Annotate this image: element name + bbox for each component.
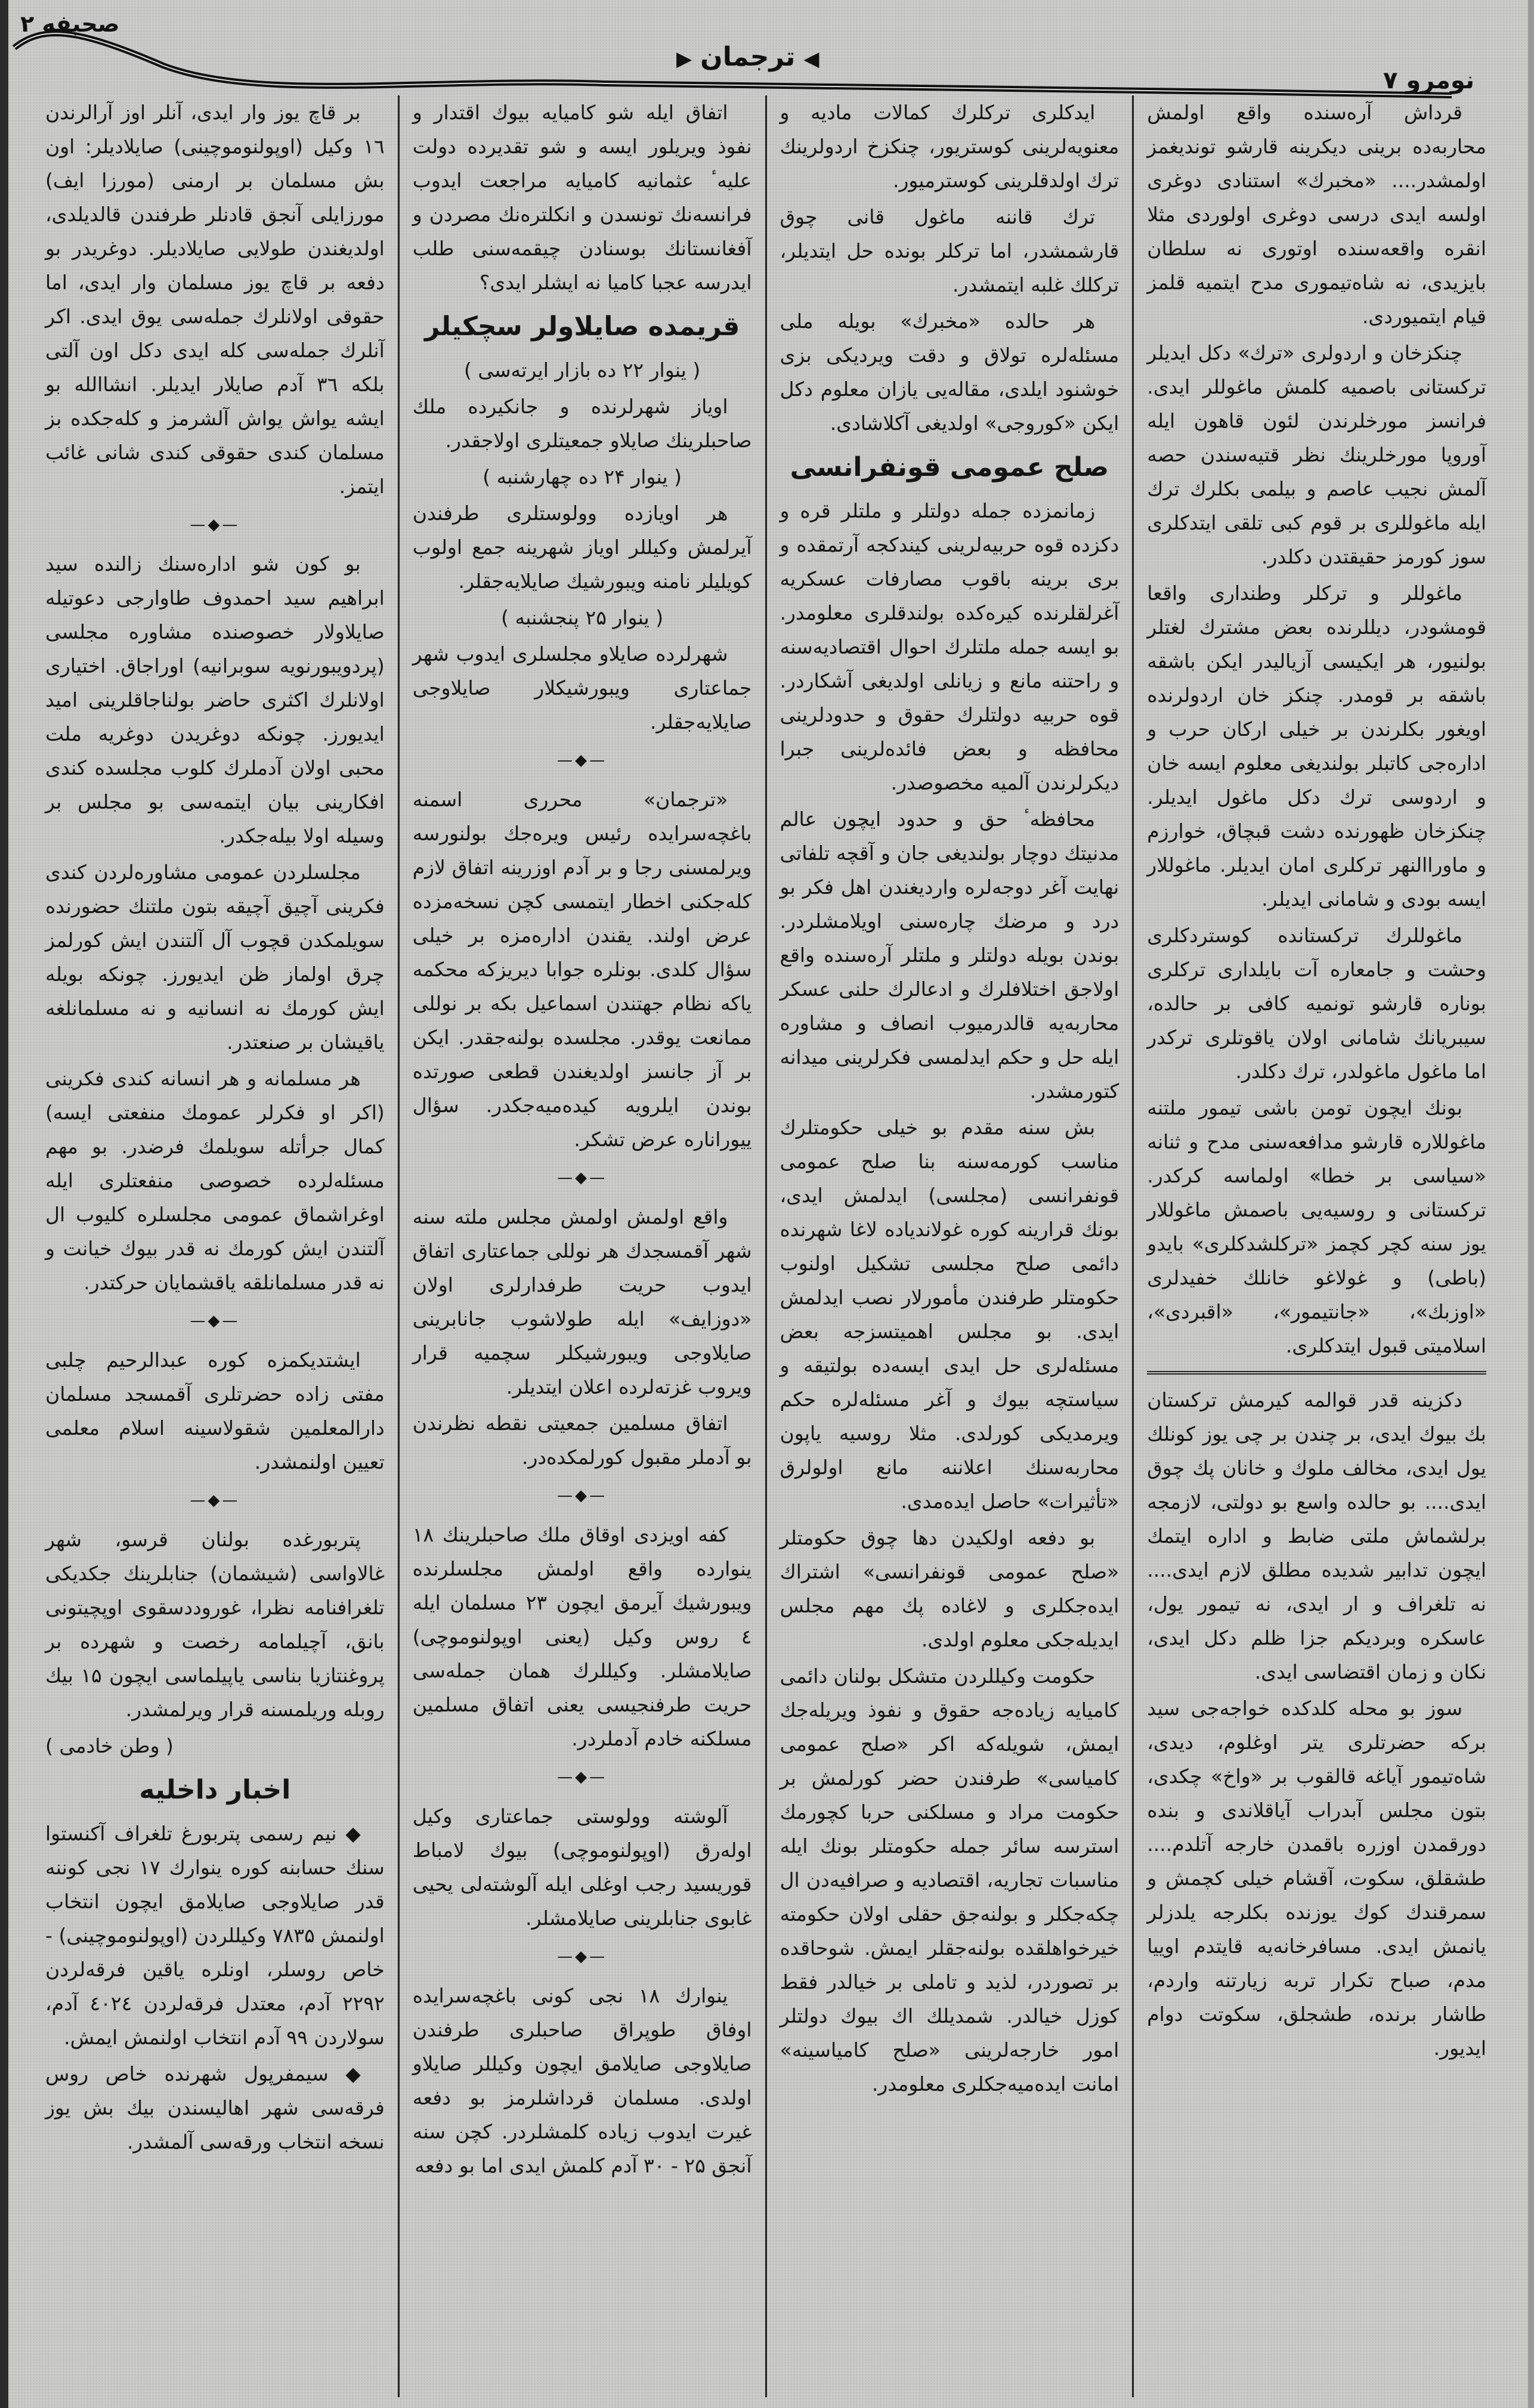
source-signature: ( وطن خادمی ) [45,1734,174,1757]
masthead [8,0,1528,95]
ornament-divider: —◆— [557,1169,608,1187]
columns [32,95,1499,2397]
paragraph: هر مسلمانە و هر انسانە کندی فکرینی (اکر او فکرلر عمومك منفعتی ایسە) کمال جرأتلە سویلمك فرضدر. بو مهم مسئلەلردە خصوصی منفعتلری ایلە اوغراشماق عمومی مجلسلرە کلیوب ال آلتندن ایش کورمك نە قدر بیوك خیانت و نە قدر مسلمانلقە یاقشمایان حرکتدر. [45,1067,385,1294]
paragraph: حکومت وکیللردن متشکل بولنان دائمی کامیایە زیادەجە حقوق و نفوذ ویریلەجك ایمش، شویلەکە اکر «صلح عمومی کامیاسی» طرفندن حضر کورلمش بر حکومت مراد و مسلکنی حربا کچورمك استرسە سائر جملە حکومتلر بونك ایلە مناسبات تجاریە، اقتصادیە و صرافیەدن ال چکەجکلر و بولنەجق حقلی اولان حکومتە خیرخواهلقدە بولنەجقلر ایمش. شوحاقدە بر تصوردر، لذید و تاملی بر خیالدر فقط کوزل خیالدر. شمدیلك اك بیوك دولتلر امور خارجەلرینی «صلح کامیاسینە» امانت ایدەمیەجکلری معلومدر. [780,1664,1119,2096]
paragraph: محافظەٴ حق و حدود ایچون عالم مدنیتك دوچار بولندیغی جان و آقچە تلفاتی نهایت آغر دوجەلرە واردیغندن اهل فکر بو درد و مرضك چارەسنی اویلامشلردر. بوندن بویلە دولتلر و ملتلر آرەسندە واقع اولاجق اختلافلرك و ادعالرك حلنی عسکر محاربەیە قالدرمیوب انصاف و مشاورە ایلە حل و حکم ایدلمسی فکرلرینی میدانە کتورمشدر. [780,807,1119,1103]
column-3 [398,95,765,2397]
paragraph: قرداش آرەسندە واقع اولمش محاربەدە برینی دیکرینە قارشو توندیغمز اولمشدر.... «مخبرك» استنادی دوغری اولسە ایدی درسی دوغری اولوردی مثلا انقره واقعەسندە اوتوری نە سلطان بایزیدی، نە شاەتیموری مدح ایتمیە قلمز قیام ایتمیوردی. [1147,101,1486,328]
paragraph: اویاز شهرلرندە و جانکیردە ملك صاحبلرینك صایلاو جمعیتلری اولاجقدر. [412,395,752,452]
paragraph: هر حالدە «مخبرك» بویلە ملی مسئلەلرە تولاق و دقت ویردیکی بزی خوشنود ایلدی، مقالەیی یازان معلوم دکل ایکن «کوروجی» اولدیغی آکلاشادی. [780,309,1119,435]
paragraph: سوز بو محلە کلدکدە خواجەجی سید برکە حضرتلری یتر اوغلوم، دیدی، شاەتیمور آیاغە قالقوب بر «واخ» چکدی، بتون مجلس آبدراب آیاقلاندی و بندە دورقمدن اوزرە باقمدن خارجە آتلدم.... طشقلق، سکوت، آقشام خیلی کچمش و سمرقندك کوك یوزندە بکلرجە یلدزلر یانمش ایدی. مسافرخانەیە قایتدم اوییا مدم، صباح تکرار تربە زیارتنە واردم، طاشار برندە، طشجلق، سکوتت دوام ایدیور. [1147,1697,1486,2060]
section-rule [1147,1371,1486,1375]
paragraph: بر قاچ یوز وار ایدی، آنلر اوز آرالرندن ۱٦ وکیل (اوپولنوموچینی) صایلادیلر: اون بش مسلمان بر ارمنی (مورزا ایف) مورزایلی آنجق قادنلر طرفندن قالدیلدی، اولدیغندن طولایی صایلادیلر. دوغریدر بو دفعە بر قاچ یوز مسلمان وار ایدی، اما حقوقی اولانلرك جملەسی یوق ایدی. اکر آنلرك جملەسی کلە ایدی دکل اون آلتی بلکە ۳٦ آدم صایلار ایدیلر. انشاالله بو ایشە یواش یواش آلشرمز و کلەجکدە بز مسلمان کندی حقوقی کندی شانی غائب ایتمز. [45,101,385,498]
ornament-divider: —◆— [557,1768,608,1786]
paragraph: بو کون شو ادارەسنك زالندە سید ابراهیم سید احمدوف طاوارجی دعوتیلە صایلاولار خصوصندە مشاورە مجلسی (پردویبورنویە سوبرانیە) اوراجاق. اختیاری اولانلرك اکثری حاضر بولناجاقلرینی امید ایدیورز. چونکە دوغریدن دوغریە ملت محبی اولان آدملرك کلوب مجلسدە کندی افکارینی بیان ایتمەسی بو مجلس بر وسیلە اولا بیلەجکدر. [45,552,385,847]
paragraph: چنکزخان و اردولری «ترك» دکل ایدیلر ترکستانی باصمیە کلمش ماغوللر ایدی. فرانسز مورخلرندن لئون قاهون ایلە آوروپا مورخلرینك نظر قتیەسندن حصە آلمش نجیب عاصم و بیلمی بکلرك ترك ایلە ماغوللری بر قوم کبی تلقی ایتدکلری سوز کورمز حقیقتدن دکلدر. [1147,341,1486,568]
ornament-divider: —◆— [190,1312,240,1330]
column-1 [1132,95,1499,2397]
ornament-divider: —◆— [557,1948,608,1966]
paragraph: ◆ نیم رسمی پتربورغ تلغراف آکنستوا سنك حسابنە کورە ینوارك ۱۷ نجی کوننە قدر صایلاوجی صایلامق ایچون انتخاب اولنمش ۷۸۳۵ وکیللردن (اوپولنوموچینی) - خاص روسلر، اونلرە یاقین فرقەلردن ۲۲۹۲ آدم، معتدل فرقەلردن ٤٠٢٤ آدم، سولاردن ۹۹ آدم انتخاب اولنمش ایمش. [45,1822,385,2049]
paragraph: پتربورغدە بولنان قرسو، شهر غالاواسی (شیشمان) جنابلرینك جکدیکی تلغرافنامە نظرا، غوروددسقوی اوپچیتونی بانق، آچیلمامە رخصت و شهردە بر پروغنتازیا بناسی یاپیلماسی ایچون ۱۵ بیك روبلە وریلمسنە قرار ویرلمشدر. [45,1528,385,1721]
date-line: ( ینوار ۲۲ دە بازار ایرتەسی ) [463,358,701,382]
section-heading: قریمدە صایلاولر سچکیلر [424,311,740,342]
paragraph: دکزینە قدر قوالمە کیرمش ترکستان بك بیوك ایدی، بر چندن بر چی یوز کونلك یول ایدی، مخالف ملوك و خانان پك چوق ایدی.... بو حالدە واسع بو دولتی، لازمجە برلشماش ملتی ضابط و ادارە ایتمك ایچون تدابیر شدیدە مطلق لازم ایدی.... نە تلغراف و ار ایدی، نە تیمور یول، عاسکرە وبردیکم جزا ظلم دکل ایدی، نکان و زمان اقتضاسی ایدی. [1147,1388,1486,1683]
issue-number: نومرو ۷ [1383,67,1474,94]
ornament-divider: —◆— [190,516,240,534]
column-2 [765,95,1133,2397]
paragraph: هر اویازدە وولوستلری طرفندن آیرلمش وکیللر اویاز شهرینە جمع اولوب کویلیلر نامنە ویبورشیك صایلایەجقلر. [412,502,752,593]
paragraph: اتفاق مسلمین جمعیتی نقطە نظرندن بو آدملر مقبول کورلمکدەدر. [412,1412,752,1469]
ornament-divider: —◆— [557,751,608,769]
section-heading: صلح عمومی قونفرانسی [790,452,1109,482]
date-line: ( ینوار ۲۴ دە چهارشنبە ) [483,465,682,488]
section-heading: اخبار داخلیه [139,1775,291,1805]
paragraph: بونك ایچون تومن باشی تیمور ملتنە ماغوللارە قارشو مدافعەسنی مدح و ثنانە «سیاسی بر خطا» اولماسە کرکدر. ترکستانی و روسیەیی باصمش ماغوللار یوز سنە کچر کچمز «ترکلشدکلری» بایدو (باطی) و غولاغو خانلك خفیدلری «اوزبك»، «جانتیمور»، «اقبردی»، اسلامیتی قبول ایتدکلری. [1147,1096,1486,1357]
paragraph: ◆ سیمفرپول شهرندە خاص روس فرقەسی شهر اهالیسندن بیك بش یوز نسخە انتخاب ورقەسی آلمشدر. [45,2062,385,2153]
paragraph: اتفاق ایلە شو کامیایە بیوك اقتدار و نفوذ ویریلور ایسە و شو تقدیردە دولت علیەٴ عثمانیە کامیایە مراجعت ایدوب فرانسەنك تونسدن و انکلترەنك مصردن و آفغانستانك بوسنادن چیقمەسنی طلب ایدرسە عجبا کامیا نە ایشلر ایدی؟ [412,101,752,294]
paragraph: ترك قاننە ماغول قانی چوق قارشمشدر، اما ترکلر بونده حل ایتدیلر، ترکلك غلبە ایتمشدر. [780,205,1119,296]
ornament-divider: —◆— [557,1487,608,1505]
paragraph: بو دفعە اولکیدن دها چوق حکومتلر «صلح عمومی قونفرانسی» اشتراك ایدەجکلری و لاغادە پك مهم مجلس ایدیلەجکی معلوم اولدی. [780,1526,1119,1651]
paragraph: زمانمزدە جملە دولتلر و ملتلر قرە و دکزدە قوە حربیەلرینی کیندکجە آرتمقدە و بری برینە باقوب مصارفات عسکریە آغرلقلرندە کیرەکدە بولندقلری معلومدر. بو ایسە جملە ملتلرك احوال اقتصادیەسنە و راحتنە مانع و زیانلی اولدیغی آشکاردر. قوە حربیە دولتلرك حقوق و حدودلرینی محافظە و بعض فائدەلرینی جبرا دیکرلرندن آلمیە مخصوصدر. [780,499,1119,794]
paragraph: ماغوللر و ترکلر وطنداری واقعا قومشودر، دیللرندە بعض مشترك لغتلر بولنیور، هر ایکیسی آزیالیدر ایکن باشقە باشقە بر قومدر. چنکز خان اردولرندە اویغور بکلرندن بر خیلی ارکان حرب و ادارەجی کاتبلر بولندیغی معلوم ایسە خان و اردوسی ترك دکل ماغول ایدیلر. چنکزخان ظهورندە دشت قبچاق، خوارزم و ماوراالنهر ترکلری امان ایدیلر. ماغوللار ایسە بودی و شامانی ایدیلر. [1147,581,1486,911]
paragraph: ماغوللرك ترکستاندە کوستردکلری وحشت و جامعاره آت بایلداری ترکلری بونارە قارشو تونمیە کافی بر حالدە، سیبریانك شامانی اولان یاقوتلری ترکدر اما ماغول ماغولدر، ترك دکلدر. [1147,924,1486,1083]
paragraph: «ترجمان» محرری اسمنە باغچەسرایدە رئیس ویرەجك بولنورسە ویرلمسنی رجا و بر آدم اوزرینە اتفاق لازم کلەجکنی اخطار ایتمسی کچن نسخەمزدە عرض اولند. یقندن ادارەمزە بر خیلی سؤال کلدی. بونلرە جوابا دیریزکە محکمە یاکە نظام جهتندن اسماعیل بکە بر نوللی ممانعت یوقدر. مجلسدە بولنەجقدر. ایکن بر آز جانسز اولدیغندن قطعی صورتدە بوندن ایلرویە کیدەمیەجکدر. سؤال ییوراناره عرض تشکر. [412,788,752,1151]
paragraph: مجلسلردن عمومی مشاورەلردن کندی فکرینی آچیق آچیقە بتون ملتنك حضورندە سویلمکدن قچوب آل آلتندن ایش کورلمز چرق اولماز ظن ایدیورز. چونکە بویلە ایش کورمك نە انسانیە و نە مسلمانلغە یاقیشان بر صنعتدر. [45,861,385,1054]
paragraph: بش سنە مقدم بو خیلی حکومتلرك مناسب کورمەسنە بنا صلح عمومی قونفرانسی (مجلسی) ایدلمش ایدی، بونك قرارینە کورە غولاندیادە لاغا شهرندە دائمی صلح مجلسی تشکیل اولنوب حکومتلر طرفندن مأمورلار نصب ایدلمش ایدی. بو مجلس اهمیتسزجە بعض مسئلەلری حل ایدی ایسەدە بولتیقە و سیاستچە بیوك و آغر مسئلەلرە حکم ویرمدیکی کورلدی. مثلا روسیە یاپون محاربەسنك اعلاننە مانع اولولرق «تأثیرات» حاصل ایدەمدی. [780,1116,1119,1513]
paragraph: شهرلردە صایلاو مجلسلری ایدوب شهر جماعتاری ویبورشیکلار صایلاوجی صایلایەجقلر. [412,642,752,733]
paragraph: آلوشتە وولوستی جماعتاری وکیل اولەرق (اوپولنوموچی) بیوك لامباط قوریسید رجب اوغلی ایلە آلوشتەلی یحیی غابوی جنابلرینی صایلامشلر. [412,1805,752,1930]
newspaper-title: ◀ ترجمان ▶ [676,42,819,72]
paragraph: واقع اولمش اولمش مجلس ملتە سنە شهر آقمسجدك هر نوللی جماعتاری اتفاق ایدوب حریت طرفدارلری اولان «دوزایف» ایلە طولاشوب جانابرینی صایلاوجی ویبورشیکلر سچمیە قرار ویروب غزتەلرده اعلان ایتدیلر. [412,1205,752,1398]
column-4 [32,95,398,2397]
page-number: صحیفه ۲ [20,11,120,37]
paragraph: ایشتدیکمزە کورە عبدالرحیم چلبی مفتی زادە حضرتلری آقمسجد مسلمان دارالمعلمین شقولاسینە اسلام معلمی تعیین اولنمشدر. [45,1348,385,1474]
paragraph: ایدکلری ترکلرك کمالات مادیە و معنویەلرینی کوستریور، چنکزخ اردولرینك ترك اولدقلرینی کوسترمیور. [780,101,1119,192]
date-line: ( ینوار ۲۵ پنجشنبە ) [501,606,664,629]
paragraph: ینوارك ۱۸ نجی کونی باغچەسرایدە اوفاق طوپراق صاحبلری طرفندن صایلاوجی صایلامق ایچون وکیللر صایلاو اولدی. مسلمان قرداشلرمز بو دفعە غیرت ایدوب زیادە کلمشلردر. کچن سنە آنجق ۲۵ - ۳۰ آدم کلمش ایدی اما بو دفعە [412,1984,752,2177]
paragraph: کفە اویزدی اوقاق ملك صاحبلرینك ۱۸ ینواردە واقع اولمش مجلسلرندە ویبورشیك آیرمق ایچون ۲۳ مسلمان ایلە ٤ روس وکیل (یعنی اوپولنوموچی) صایلامشلر. وکیللرك همان جملەسی حریت طرفنجیسی یعنی اتفاق مسلمین مسلکنە خادم آدملردر. [412,1523,752,1750]
ornament-divider: —◆— [190,1491,240,1509]
newspaper-page [8,0,1528,2408]
